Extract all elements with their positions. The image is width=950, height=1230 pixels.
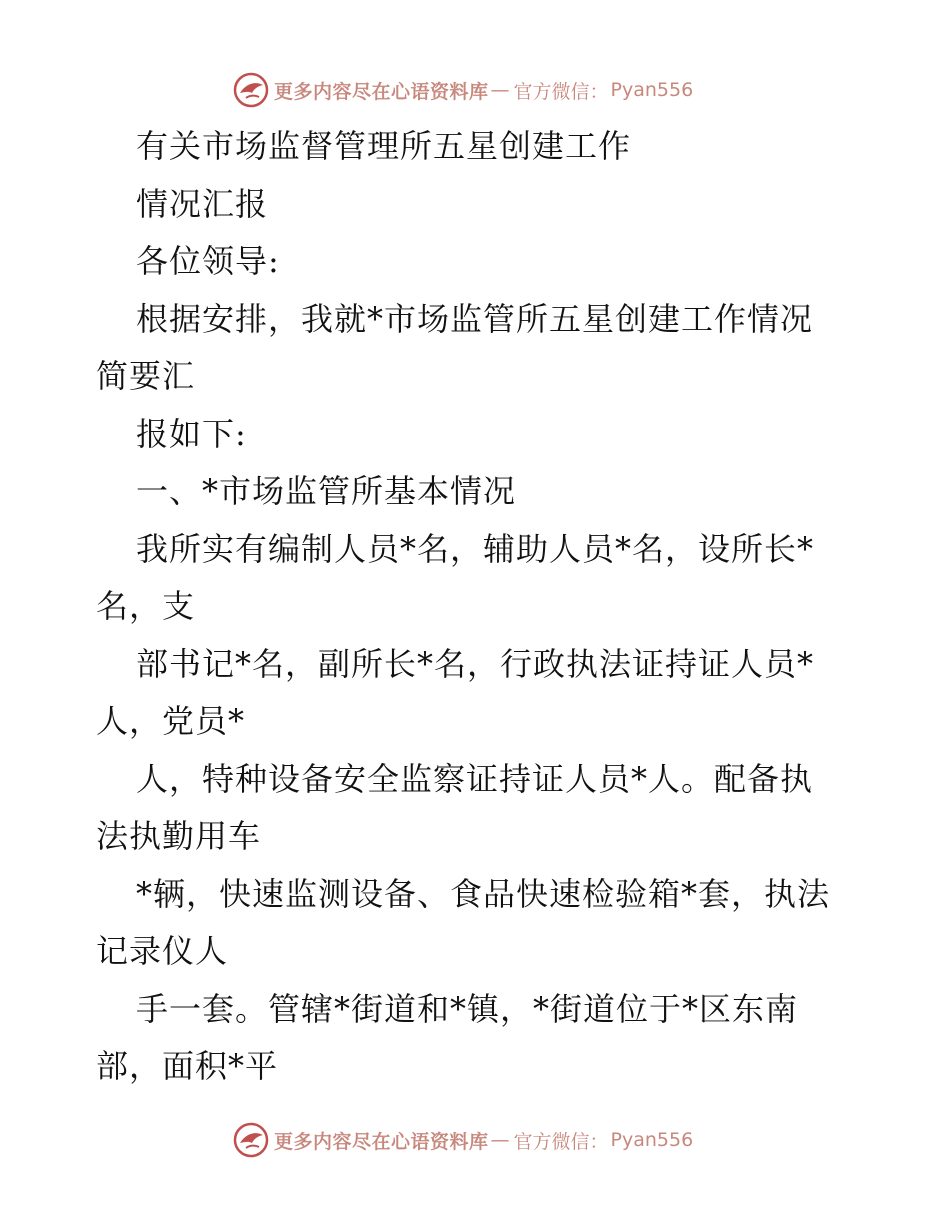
watermark-header <box>232 70 712 110</box>
watermark-wechat-label: 官方微信： <box>513 1130 609 1153</box>
doc-section-heading: 一、*市场监管所基本情况 <box>136 472 517 510</box>
doc-paragraph-line: 部书记*名，副所长*名，行政执法证持证人员* <box>136 644 815 683</box>
doc-paragraph-line: 部，面积*平 <box>96 1047 279 1085</box>
watermark-wechat-id: Pyan556 <box>610 1129 694 1151</box>
doc-paragraph-line: 人，特种设备安全监察证持证人员*人。配备执 <box>136 759 814 798</box>
doc-paragraph-line: 根据安排，我就*市场监管所五星创建工作情况 <box>136 299 814 338</box>
watermark-main-text: 更多内容尽在心语资料库 <box>274 80 489 103</box>
doc-title-line-2: 情况汇报 <box>136 184 269 223</box>
doc-paragraph-line: 名，支 <box>96 587 196 625</box>
doc-paragraph-line: 手一套。管辖*街道和*镇，*街道位于*区东南 <box>136 989 799 1028</box>
doc-paragraph-line: 我所实有编制人员*名，辅助人员*名，设所长* <box>136 529 815 568</box>
watermark-wechat-label: 官方微信： <box>513 80 609 103</box>
watermark-footer <box>232 1120 712 1160</box>
doc-paragraph-line: 简要汇 <box>96 357 196 395</box>
doc-paragraph-line: *辆，快速监测设备、食品快速检验箱*套，执法 <box>136 874 831 913</box>
dove-logo-icon <box>232 71 270 109</box>
watermark-wechat-id: Pyan556 <box>610 79 694 101</box>
dove-logo-icon <box>232 1121 270 1159</box>
watermark-main-text: 更多内容尽在心语资料库 <box>274 1130 489 1153</box>
watermark-separator: — <box>490 79 510 101</box>
document-body <box>96 118 856 1096</box>
doc-paragraph-line: 记录仪人 <box>96 932 229 970</box>
doc-paragraph-line: 报如下: <box>136 414 247 453</box>
doc-paragraph-line: 人，党员* <box>96 702 246 740</box>
doc-paragraph-line: 法执勤用车 <box>96 817 262 855</box>
doc-salutation: 各位领导: <box>136 242 280 280</box>
doc-title-line-1: 有关市场监督管理所五星创建工作 <box>136 127 632 165</box>
watermark-separator: — <box>490 1129 510 1151</box>
